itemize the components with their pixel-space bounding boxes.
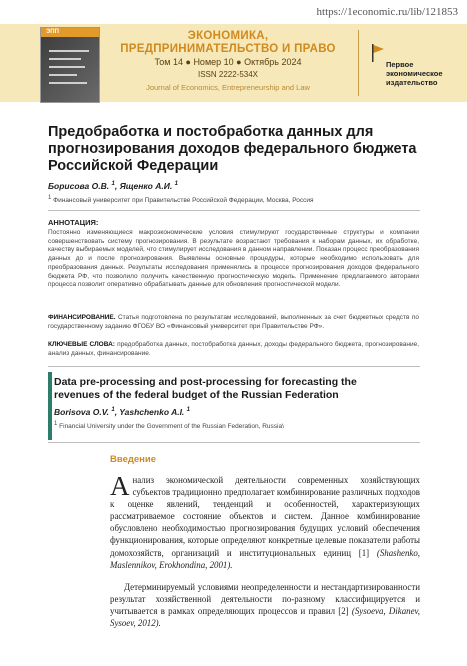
abstract-heading: АННОТАЦИЯ: (48, 218, 99, 227)
funding-text: Статья подготовлена по результатам исследований, выполненных за счет бюджетных средств по государственному заданию ФГОБУ ВО «Финансовый университет при Правительстве РФ». (48, 314, 420, 330)
funding-note (48, 314, 419, 331)
affiliation-text-en: Financial University under the Government of the Russian Federation, Russia\ (59, 423, 284, 431)
author-affiliation-en (54, 421, 284, 430)
cover-label: ЭПП (46, 29, 59, 35)
affiliation-mark: 1 (54, 421, 58, 427)
journal-volume: Том 14 (154, 57, 183, 67)
journal-title-line2: ПРЕДПРИНИМАТЕЛЬСТВО И ПРАВО (120, 43, 336, 55)
article-title-en: Data pre-processing and post-processing for forecasting the revenues of the federal budget of the Russian Federation (54, 376, 357, 401)
publisher-line: издательство (386, 78, 438, 87)
dot-separator: ● (185, 57, 194, 67)
flag-icon (371, 44, 385, 62)
keywords-text: предобработка данных, постобработка данных, доходы федерального бюджета, прогнозирование, анализ данных, финансирование. (48, 341, 420, 357)
drop-cap: А (110, 471, 130, 501)
abstract-text: Постоянно изменяющиеся макроэкономические условия стимулируют государственные структуры и компании совершенствовать систему прогнозирования. В результате возрастают требования к наборам данных, их обработке, качеству выбираемых моделей, что стимулирует исследования в данном направлении. Показан процесс преобразования данных до и после прогнозирования. Выявлены основные процедуры, которые необходимо использовать для преобразования данных. Результаты исследования применялись в процессе прогнозирования доходов федерального бюджета РФ, что позволило получить качественную прогностическую модель. Применение предлагаемого авторами процесса позволит оперативно обрабатывать данные для обновления прогностической модели. (48, 229, 419, 289)
source-url[interactable]: https://1economic.ru/lib/121853 (316, 6, 458, 18)
funding-label: ФИНАНСИРОВАНИЕ. (48, 314, 116, 321)
section-divider (48, 210, 420, 211)
citation: (Sysoeva, Dikanev, Sysoev, 2012). (110, 606, 421, 629)
journal-issue-info (110, 57, 346, 67)
author-name-en: Borisova O.V. (54, 407, 109, 417)
section-divider (48, 442, 420, 443)
author-affiliation-mark: 1 (174, 181, 178, 188)
author-affiliation (48, 195, 314, 204)
citation: (Shashenko, Maslennikov, Erokhondina, 2001). (110, 547, 420, 570)
journal-cover-thumbnail (40, 27, 100, 103)
body-paragraph (110, 581, 420, 629)
journal-issn: ISSN 2222-534X (197, 70, 259, 79)
affiliation-mark: 1 (48, 195, 52, 201)
cover-line (49, 82, 87, 84)
journal-date: Октябрь 2024 (244, 57, 302, 67)
publisher-line: экономическое (386, 69, 443, 78)
journal-title-en: Journal of Economics, Entrepreneurship and Law (146, 83, 310, 92)
article-title: Предобработка и постобработка данных для прогнозирования доходов федерального бюджета Российской Федерации (48, 124, 417, 174)
cover-line (49, 66, 85, 68)
paragraph-text: Детерминируемый условиями неопределенности и нестандартизированности результат хозяйственной деятельности по-разному классифицируется и учитывается в рамках определяющих процессов и правил [2] (110, 582, 420, 617)
author-name-en: Yashchenko A.I. (119, 407, 185, 417)
paragraph-text: нализ экономической деятельности современных хозяйствующих субъектов традиционно предполагает комбинирование различных подходов к оценке явлений, тенденций и особенностей, характеризующих рассматриваемое состояние объектов и систем. Данное комбинирование обусловлено необходимостью прогнозирования будущих условий обеспечения функционирования, которые определяют конкретные целевые показатели работы домохозяйств, организаций и институциональных единиц [1] (110, 475, 420, 558)
dot-separator: ● (236, 57, 245, 67)
journal-title (110, 30, 346, 56)
cover-line (49, 74, 77, 76)
affiliation-text: Финансовый университет при Правительстве Российской Федерации, Москва, Россия (53, 197, 314, 205)
banner-divider (358, 30, 359, 96)
cover-line (49, 58, 81, 60)
keywords-label: КЛЮЧЕВЫЕ СЛОВА: (48, 341, 115, 348)
cover-line (49, 50, 89, 52)
publisher-line: Первое (386, 60, 414, 69)
body-paragraph (110, 471, 420, 571)
author-affiliation-mark: 1 (111, 407, 115, 414)
article-authors-en: Borisova O.V. $^1$, Yashchenko A.I. $^1$ (54, 407, 191, 417)
author-name: Ященко А.И. (119, 181, 173, 191)
keywords (48, 341, 419, 358)
article-authors: Борисова О.В. $^1$, Ященко А.И. $^1$ (48, 181, 178, 191)
section-divider (48, 366, 420, 367)
journal-title-line1: ЭКОНОМИКА, (187, 30, 269, 42)
journal-number: Номер 10 (193, 57, 234, 67)
author-name: Борисова О.В. (48, 181, 110, 191)
author-affiliation-mark: 1 (186, 407, 191, 414)
author-affiliation-mark: 1 (111, 181, 115, 188)
english-block-accent-bar (48, 372, 52, 440)
section-heading-introduction: Введение (110, 454, 157, 465)
publisher-name (386, 60, 464, 87)
